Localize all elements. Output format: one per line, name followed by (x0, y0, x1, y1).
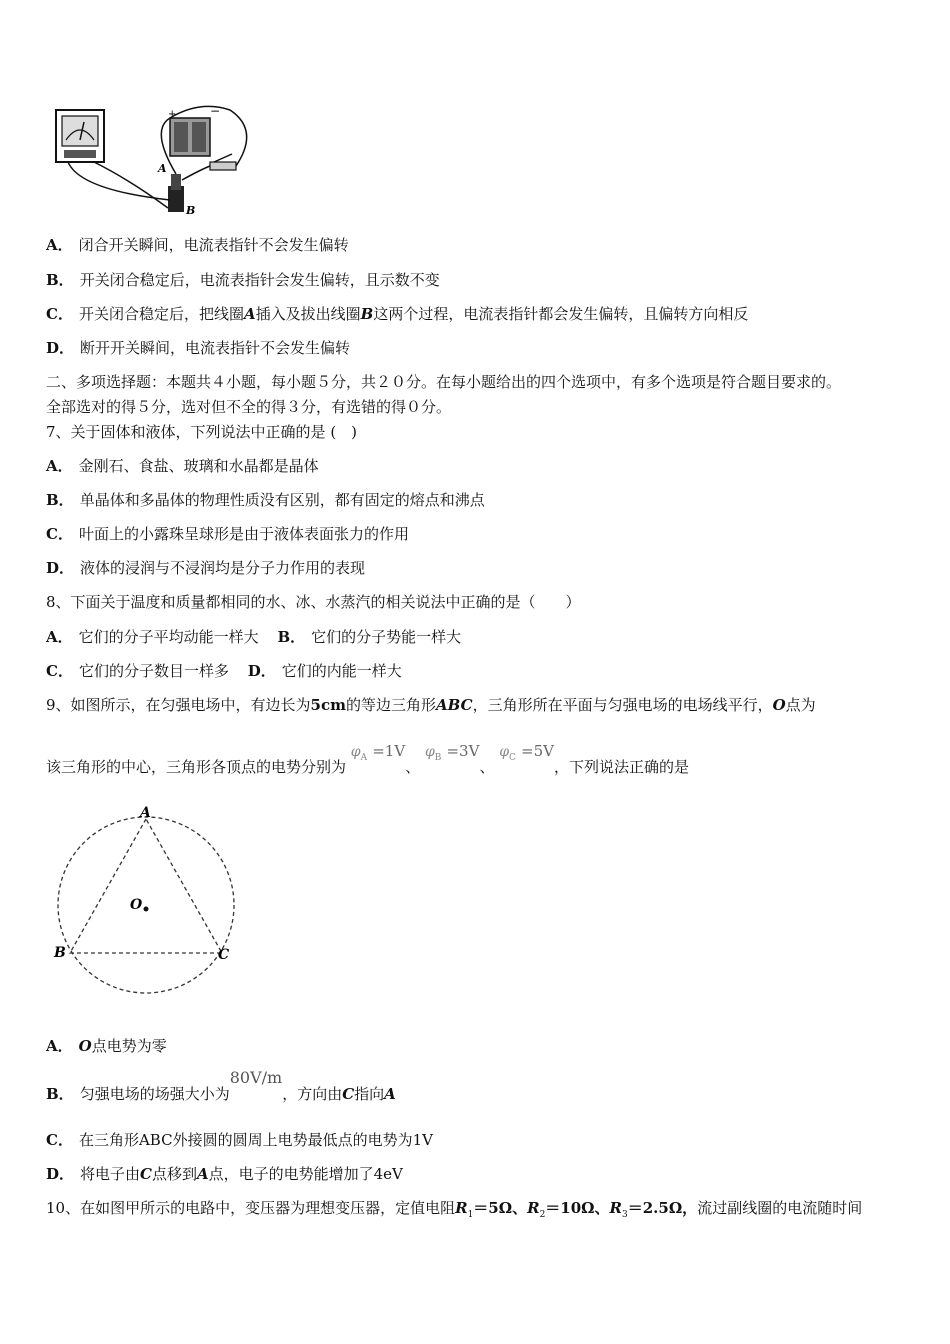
q8-options-ab: A． 它们的分子平均动能一样大 B． 它们的分子势能一样大 (46, 628, 462, 646)
section2-line1: 二、多项选择题：本题共４小题，每小题５分，共２０分。在每小题给出的四个选项中，有多个选项是符合题目要求的。 (46, 373, 842, 391)
q6-option-c: C． 开关闭合稳定后，把线圈A插入及拔出线圈B这两个过程，电流表指针都会发生偏转，且偏转方向相反 (46, 305, 749, 323)
q10-stem: 10、在如图甲所示的电路中，变压器为理想变压器，定值电阻$R_1=5\Omega$、$R_2=10\Omega$、$R_3=2.5\Omega$，流过副线圈的电流随时间 (46, 1199, 863, 1220)
q7-option-d: D． 液体的浸润与不浸润均是分子力作用的表现 (46, 559, 366, 577)
vertex-a-label: A (140, 805, 151, 821)
triangle-figure (50, 805, 250, 1005)
q6-option-b: B． 开关闭合稳定后，电流表指针会发生偏转，且示数不变 (46, 271, 440, 289)
q6-option-a: A． 闭合开关瞬间，电流表指针不会发生偏转 (46, 236, 349, 254)
circuit-figure (50, 100, 270, 220)
q9-stem-line2: 该三角形的中心，三角形各顶点的电势分别为 $\varphi_A =1V$、 $\varphi_B =3V$、 $\varphi_C =5V$，下列说法正确的是 (46, 742, 689, 776)
q7-stem: 7、关于固体和液体，下列说法中正确的是 ( ) (46, 423, 358, 441)
vertex-b-label: B (54, 945, 66, 961)
circumcircle (58, 817, 234, 993)
center-point (144, 907, 149, 912)
center-o-label: O (130, 897, 143, 913)
q9-stem-line1: 9、如图所示，在匀强电场中，有边长为5cm的等边三角形ABC，三角形所在平面与匀强电场的电场线平行，O点为 (46, 696, 816, 714)
phi-c: $\varphi_C =5V$ (499, 742, 554, 764)
q9-option-d: D． 将电子由C点移到A点，电子的电势能增加了4eV (46, 1165, 403, 1183)
coil-a (171, 174, 181, 190)
minus-label: − (210, 104, 221, 118)
q7-option-b: B． 单晶体和多晶体的物理性质没有区别，都有固定的熔点和沸点 (46, 491, 485, 509)
coil-b-label: B (186, 204, 196, 217)
switch (210, 162, 236, 170)
q8-options-cd: C． 它们的分子数目一样多 D． 它们的内能一样大 (46, 662, 402, 680)
q8-stem: 8、下面关于温度和质量都相同的水、冰、水蒸汽的相关说法中正确的是（ ） (46, 593, 581, 611)
q7-option-c: C． 叶面上的小露珠呈球形是由于液体表面张力的作用 (46, 525, 409, 543)
q9-option-c: C． 在三角形ABC外接圆的圆周上电势最低点的电势为1V (46, 1131, 433, 1149)
section2-line2: 全部选对的得５分，选对但不全的得３分，有选错的得０分。 (46, 398, 452, 416)
coil-a-label: A (158, 162, 167, 175)
vertex-c-label: C (218, 947, 230, 963)
plus-label: + (168, 109, 177, 120)
phi-b: $\varphi_B =3V$ (424, 742, 480, 764)
q6-option-d: D． 断开开关瞬间，电流表指针不会发生偏转 (46, 339, 351, 357)
equilateral-triangle (70, 819, 222, 953)
phi-a: $\varphi_A =1V$ (350, 742, 406, 764)
q9-option-a: A． O点电势为零 (46, 1037, 167, 1055)
q9-option-b: B． 匀强电场的场强大小为80V/m，方向由C指向A (46, 1068, 396, 1103)
q7-option-a: A． 金刚石、食盐、玻璃和水晶都是晶体 (46, 457, 319, 475)
